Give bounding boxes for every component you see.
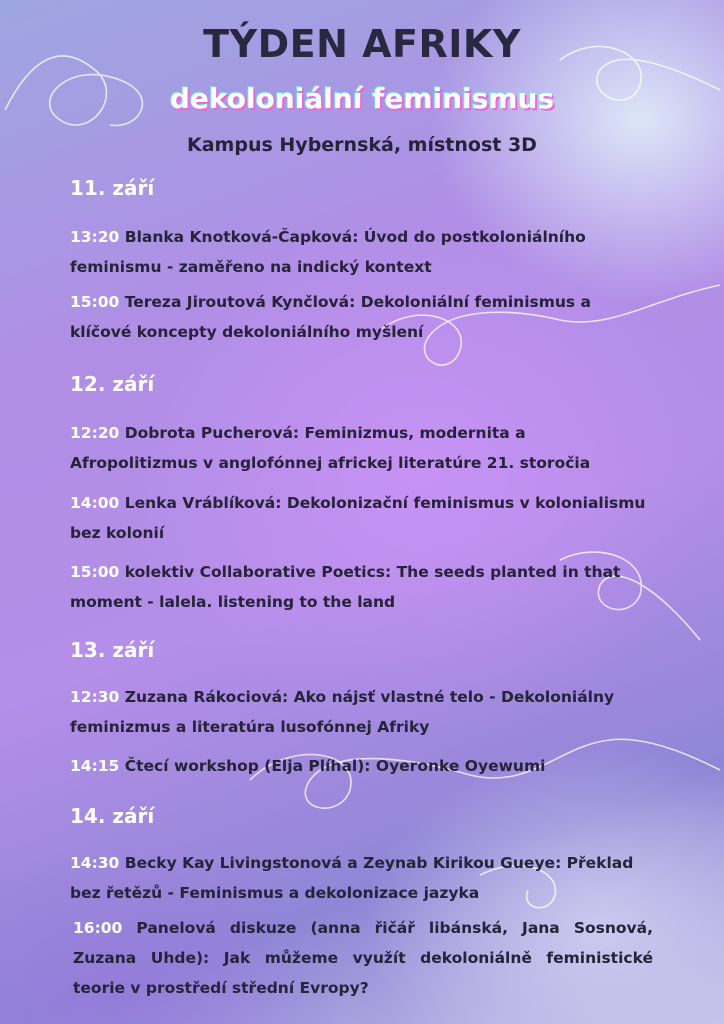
event-description: Čtecí workshop (Elja Plíhal): Oyeronke Oyewumi — [124, 757, 546, 775]
page-title: TÝDEN AFRIKY — [203, 22, 521, 66]
event-time: 14:00 — [70, 494, 120, 512]
event-description: Becky Kay Livingstonová a Zeynab Kirikou Gueye: Překlad bez řetězů - Feminismus a dekolonizace jazyka — [70, 854, 634, 902]
day-heading: 11. září — [70, 176, 155, 200]
schedule-item — [70, 222, 655, 282]
day-heading: 13. září — [70, 638, 155, 662]
event-location: Kampus Hybernská, místnost 3D — [187, 134, 537, 156]
schedule-item — [70, 848, 655, 908]
event-time: 12:30 — [70, 688, 120, 706]
event-time: 16:00 — [73, 919, 123, 937]
event-description: Lenka Vráblíková: Dekolonizační feminismus v kolonialismu bez kolonií — [70, 494, 646, 542]
schedule-item — [70, 557, 655, 617]
event-description: Blanka Knotková-Čapková: Úvod do postkoloniálního feminismu - zaměřeno na indický kontext — [70, 228, 586, 276]
page-subtitle: dekoloniální feminismus — [169, 82, 555, 115]
day-heading: 14. září — [70, 804, 155, 828]
event-description: kolektiv Collaborative Poetics: The seeds planted in that moment - lalela. listening to the land — [70, 563, 621, 611]
event-description: Tereza Jiroutová Kynčlová: Dekoloniální feminismus a klíčové koncepty dekoloniálního myšlení — [70, 293, 592, 341]
day-heading: 12. září — [70, 372, 155, 396]
schedule-item — [70, 488, 655, 548]
schedule-item — [70, 418, 655, 478]
event-description: Dobrota Pucherová: Feminizmus, modernita a Afropolitizmus v anglofónnej africkej literatúre 21. storočia — [70, 424, 591, 472]
schedule-item — [70, 751, 655, 781]
event-description: Zuzana Rákociová: Ako nájsť vlastné telo - Dekoloniálny feminizmus a literatúra lusofónnej Afriky — [70, 688, 615, 736]
schedule-item — [73, 913, 653, 1003]
event-time: 15:00 — [70, 293, 120, 311]
schedule-item — [70, 682, 655, 742]
event-time: 13:20 — [70, 228, 120, 246]
event-time: 14:30 — [70, 854, 120, 872]
event-time: 14:15 — [70, 757, 120, 775]
schedule-item — [70, 287, 655, 347]
event-time: 15:00 — [70, 563, 120, 581]
event-description: Panelová diskuze (anna řičář libánská, Jana Sosnová, Zuzana Uhde): Jak můžeme využít dekoloniálně feministické teorie v prostředí střední Evropy? — [73, 919, 653, 997]
event-time: 12:20 — [70, 424, 120, 442]
